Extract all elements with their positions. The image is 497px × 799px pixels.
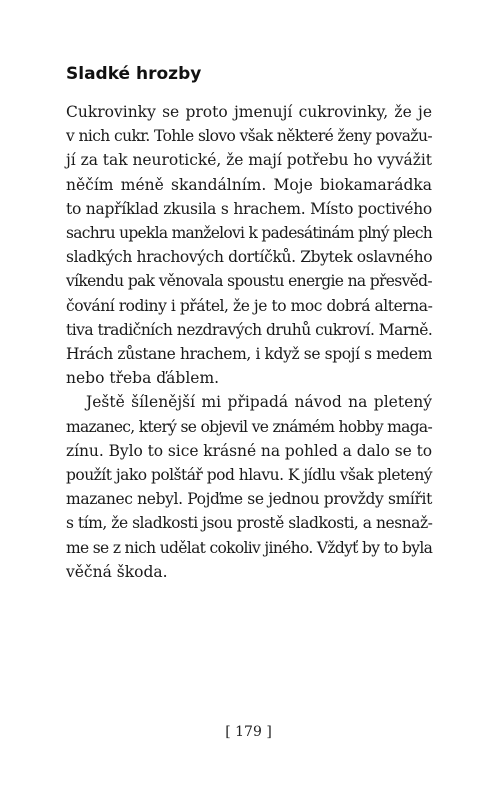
paragraph-2	[66, 390, 432, 584]
text-line: me se z nich udělat cokoliv jiného. Vždyť by to byla	[66, 538, 433, 557]
text-line: v nich cukr. Tohle slovo však některé ženy považu-	[66, 127, 432, 146]
text-line: věčná škoda.	[66, 562, 168, 581]
text-line: to například zkusila s hrachem. Místo poctivého	[66, 199, 432, 218]
text-line: sladkých hrachových dortíčků. Zbytek oslavného	[66, 248, 433, 267]
text-line: čování rodiny i přátel, že je to moc dobrá alterna-	[66, 296, 433, 315]
page-number: 179	[235, 724, 262, 740]
text-line: Cukrovinky se proto jmenují cukrovinky, že je	[66, 103, 432, 121]
text-line: s tím, že sladkosti jsou prostě sladkosti, a nesnaž-	[66, 514, 433, 533]
page-number-footer	[0, 722, 497, 742]
text-line: nebo třeba ďáblem.	[66, 369, 220, 388]
text-line: mazanec nebyl. Pojďme se jednou provždy smířit	[66, 490, 432, 509]
text-line: mazanec, který se objevil ve známém hobby maga-	[66, 417, 432, 436]
paragraph-1	[66, 100, 432, 390]
text-line: zínu. Bylo to sice krásné na pohled a dalo se to	[66, 441, 433, 460]
text-line: jí za tak neurotické, že mají potřebu ho vyvážit	[66, 151, 432, 170]
text-line: Hrách zůstane hrachem, i když se spojí s medem	[66, 345, 432, 364]
body-text	[66, 100, 432, 584]
folio-close-bracket: ]	[266, 724, 272, 740]
text-line: něčím méně skandálním. Moje biokamarádka	[66, 175, 432, 194]
text-line: víkendu pak věnovala spoustu energie na přesvěd-	[66, 272, 432, 291]
folio-open-bracket: [	[225, 724, 231, 740]
text-line: použít jako polštář pod hlavu. K jídlu však pletený	[66, 466, 432, 485]
section-heading: Sladké hrozby	[66, 64, 202, 84]
text-line: sachru upekla manželovi k padesátinám plný plech	[66, 224, 433, 243]
text-line: tiva tradičních nezdravých druhů cukroví. Marně.	[66, 320, 433, 339]
text-line: Ještě šílenější mi připadá návod na pletený	[86, 393, 432, 412]
